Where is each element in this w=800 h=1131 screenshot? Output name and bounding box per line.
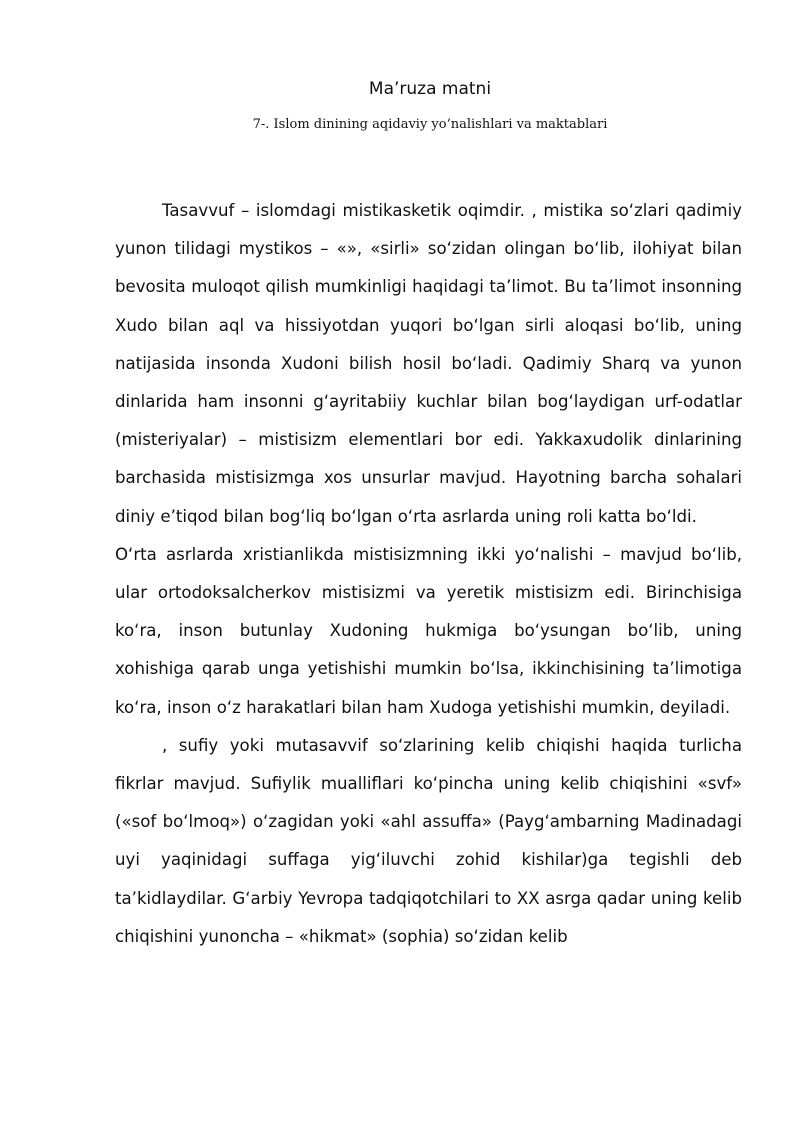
- paragraph-christian-mysticism: O‘rta asrlarda xristianlikda mistisizmning ikki yo‘nalishi – mavjud bo‘lib, ular ortodoksalcherkov mistisizmi va yeretik mistisizm edi. Birinchisiga ko‘ra, inson butunlay Xudoning hukmiga bo‘ysungan bo‘lib, uning xohishiga qarab unga yetishishi mumkin bo‘lsa, ikkinchisining ta’limotiga ko‘ra, inson o‘z harakatlari bilan ham Xudoga yetishishi mumkin, deyiladi.: [115, 544, 742, 717]
- paragraph-sufi-origin: , sufiy yoki mutasavvif so‘zlarining kelib chiqishi haqida turlicha fikrlar mavjud. Sufiylik mualliflari ko‘pincha uning kelib chiqishini «svf» («sof bo‘lmoq») o‘zagidan yoki «ahl assuffa» (Payg‘ambarning Madinadagi uyi yaqinidagi suffaga yig‘iluvchi zohid kishilar)ga tegishli deb ta’kidlaydilar. G‘arbiy Yevropa tadqiqotchilari to XX asrga qadar uning kelib chiqishini yunoncha – «hikmat» (sophia) so‘zidan kelib: [115, 735, 742, 946]
- lecture-subtitle: 7-. Islom dinining aqidaviy yo‘nalishlari va maktablari: [252, 117, 608, 132]
- lecture-title: Ma’ruza matni: [368, 79, 492, 99]
- document-body: [115, 192, 742, 956]
- paragraph-tasavvuf: Tasavvuf – islomdagi mistikasketik oqimdir. , mistika so‘zlari qadimiy yunon tilidagi mystikos – «», «sirli» so‘zidan olingan bo‘lib, ilohiyat bilan bevosita muloqot qilish mumkinligi haqidagi ta’limot. Bu ta’limot insonning Xudo bilan aql va hissiyotdan yuqori bo‘lgan sirli aloqasi bo‘lib, uning natijasida insonda Xudoni bilish hosil bo‘ladi. Qadimiy Sharq va yunon dinlarida ham insonni g‘ayritabiiy kuchlar bilan bog‘laydigan urf-odatlar (misteriyalar) – mistisizm elementlari bor edi. Yakkaxudolik dinlarining barchasida mistisizmga xos unsurlar mavjud. Hayotning barcha sohalari diniy e’tiqod bilan bog‘liq bo‘lgan o‘rta asrlarda uning roli katta bo‘ldi.: [115, 201, 742, 526]
